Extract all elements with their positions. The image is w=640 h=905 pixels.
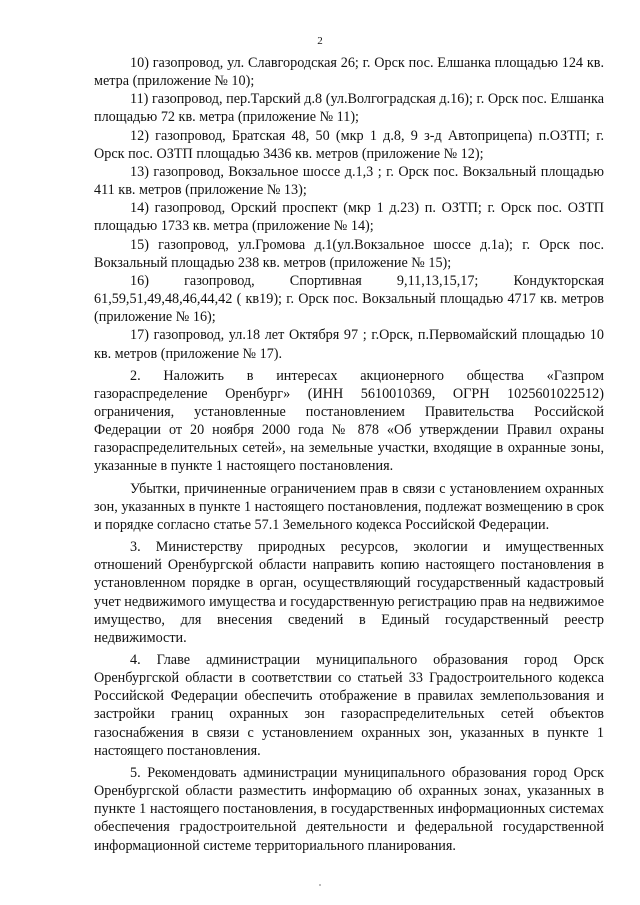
list-item-13: 13) газопровод, Вокзальное шоссе д.1,3 ; г. Орск пос. Вокзальный площадью 411 кв. метров (приложение № 13); [94, 163, 604, 199]
list-item-14: 14) газопровод, Орский проспект (мкр 1 д.23) п. ОЗТП; г. Орск пос. ОЗТП площадью 1733 кв. метра (приложение № 14); [94, 200, 604, 235]
paragraph-4: 4. Главе администрации муниципального образования город Орск Оренбургской области в соответствии со статьей 33 Градостроительного кодекса Российской Федерации обеспечить отображение в правилах землепользования и застройки границ охранных зон газораспределительных сетей объектов газоснабжения в связи с установлением охранных зон, указанных в пункте 1 настоящего постановления. [94, 652, 604, 759]
list-item-17: 17) газопровод, ул.18 лет Октября 97 ; г.Орск, п.Первомайский площадью 10 кв. метров (приложение № 17). [94, 327, 604, 362]
list-item-16: 16) газопровод, Спортивная 9,11,13,15,17; Кондукторская 61,59,51,49,48,46,44,42 ( кв19); г. Орск пос. Вокзальный площадью 4717 кв. метров (приложение № 16); [94, 272, 604, 326]
footer-dot [319, 884, 321, 886]
list-item-15: 15) газопровод, ул.Громова д.1(ул.Вокзальное шоссе д.1а); г. Орск пос. Вокзальный площадью 238 кв. метров (приложение № 15); [94, 236, 604, 271]
list-item-11: 11) газопровод, пер.Тарский д.8 (ул.Волгоградская д.16); г. Орск пос. Елшанка площадью 72 кв. метра (приложение № 11); [94, 91, 604, 126]
page-number: 2 [317, 35, 323, 47]
paragraph-3: 3. Министерству природных ресурсов, экологии и имущественных отношений Оренбургской области направить копию настоящего постановления в установленном порядке в орган, осуществляющий государственный кадастровый учет недвижимого имущества и государственную регистрацию прав на недвижимое имущество, для внесения сведений в Единый государственный реестр недвижимости. [94, 539, 604, 646]
list-item-10: 10) газопровод, ул. Славгородская 26; г. Орск пос. Елшанка площадью 124 кв. метра (приложение № 10); [94, 55, 604, 90]
paragraph-losses: Убытки, причиненные ограничением прав в связи с установлением охранных зон, указанных в пункте 1 настоящего постановления, подлежат возмещению в срок и порядке согласно статье 57.1 Земельного кодекса Российской Федерации. [94, 480, 604, 533]
paragraph-5: 5. Рекомендовать администрации муниципального образования город Орск Оренбургской области разместить информацию об охранных зонах, указанных в пункте 1 настоящего постановления, в государственных информационных системах обеспечения градостроительной деятельности и федеральной государственной информационной системе территориального планирования. [94, 764, 604, 854]
document-body [94, 54, 604, 855]
paragraph-2: 2. Наложить в интересах акционерного общества «Газпром газораспределение Оренбург» (ИНН 5610010369, ОГРН 1025601022512) ограничения, установленные постановлением Правительства Российской Федерации от 20 ноября 2000 года № 878 «Об утверждении Правил охраны газораспределительных сетей», на земельные участки, входящие в охранные зоны, указанные в пункте 1 настоящего постановления. [94, 367, 604, 475]
list-item-12: 12) газопровод, Братская 48, 50 (мкр 1 д.8, 9 з-д Автоприцепа) п.ОЗТП; г. Орск пос. ОЗТП площадью 3436 кв. метров (приложение № 12); [94, 127, 604, 162]
